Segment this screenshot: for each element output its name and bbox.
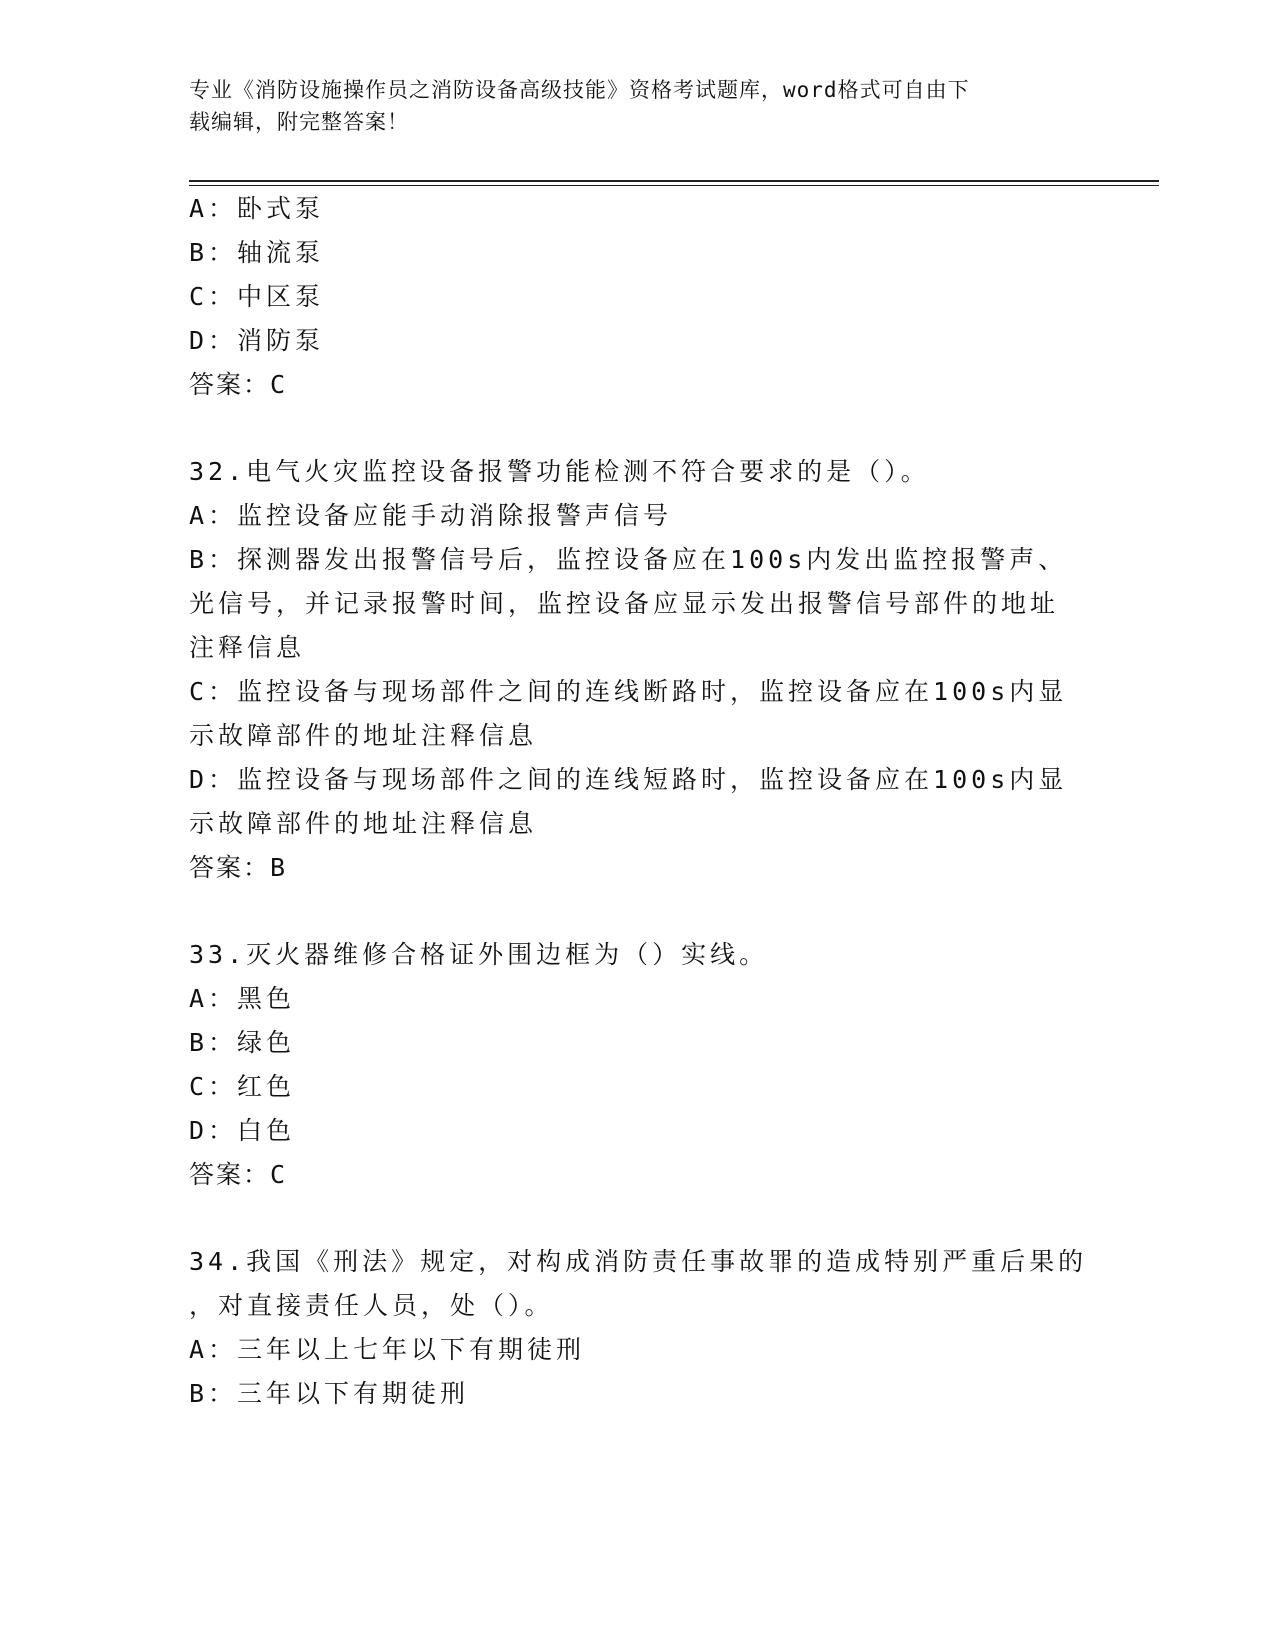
header-divider-thick	[189, 180, 1159, 182]
q31-answer: 答案：C	[189, 370, 288, 399]
q32-option-c-line1: C：监控设备与现场部件之间的连线断路时，监控设备应在100s内显	[189, 677, 1068, 706]
q33-option-d: D：白色	[189, 1116, 296, 1145]
q33-question: 33.灭火器维修合格证外围边框为（）实线。	[189, 940, 769, 969]
q32-option-d-line2: 示故障部件的地址注释信息	[189, 809, 538, 838]
q34-option-b: B：三年以下有期徒刑	[189, 1379, 470, 1408]
q33-answer: 答案：C	[189, 1160, 288, 1189]
q31-option-b: B：轴流泵	[189, 238, 325, 267]
q32-option-b-line2: 光信号，并记录报警时间，监控设备应显示发出报警信号部件的地址	[189, 589, 1060, 618]
q32-option-c-line2: 示故障部件的地址注释信息	[189, 721, 538, 750]
q31-option-d: D：消防泵	[189, 326, 325, 355]
q33-option-a: A：黑色	[189, 984, 296, 1013]
q31-option-a: A：卧式泵	[189, 194, 325, 223]
q34-question-line1: 34.我国《刑法》规定，对构成消防责任事故罪的造成特别严重后果的	[189, 1247, 1088, 1276]
q32-option-d-line1: D：监控设备与现场部件之间的连线短路时，监控设备应在100s内显	[189, 765, 1068, 794]
q34-option-a: A：三年以上七年以下有期徒刑	[189, 1335, 586, 1364]
q32-option-b-line3: 注释信息	[189, 633, 306, 662]
q31-option-c: C：中区泵	[189, 282, 325, 311]
q33-option-b: B：绿色	[189, 1028, 296, 1057]
q32-option-b-line1: B：探测器发出报警信号后，监控设备应在100s内发出监控报警声、	[189, 545, 1068, 574]
header-line-1: 专业《消防设施操作员之消防设备高级技能》资格考试题库，word格式可自由下	[189, 78, 970, 102]
q32-option-a: A：监控设备应能手动消除报警声信号	[189, 501, 673, 530]
document-header	[189, 74, 1089, 138]
header-divider-thin	[189, 185, 1159, 186]
q32-answer: 答案：B	[189, 853, 288, 882]
q32-question: 32.电气火灾监控设备报警功能检测不符合要求的是（）。	[189, 457, 930, 486]
q33-option-c: C：红色	[189, 1072, 296, 1101]
header-line-2: 载编辑，附完整答案！	[189, 110, 409, 134]
q34-question-line2: ，对直接责任人员，处（）。	[189, 1291, 554, 1320]
